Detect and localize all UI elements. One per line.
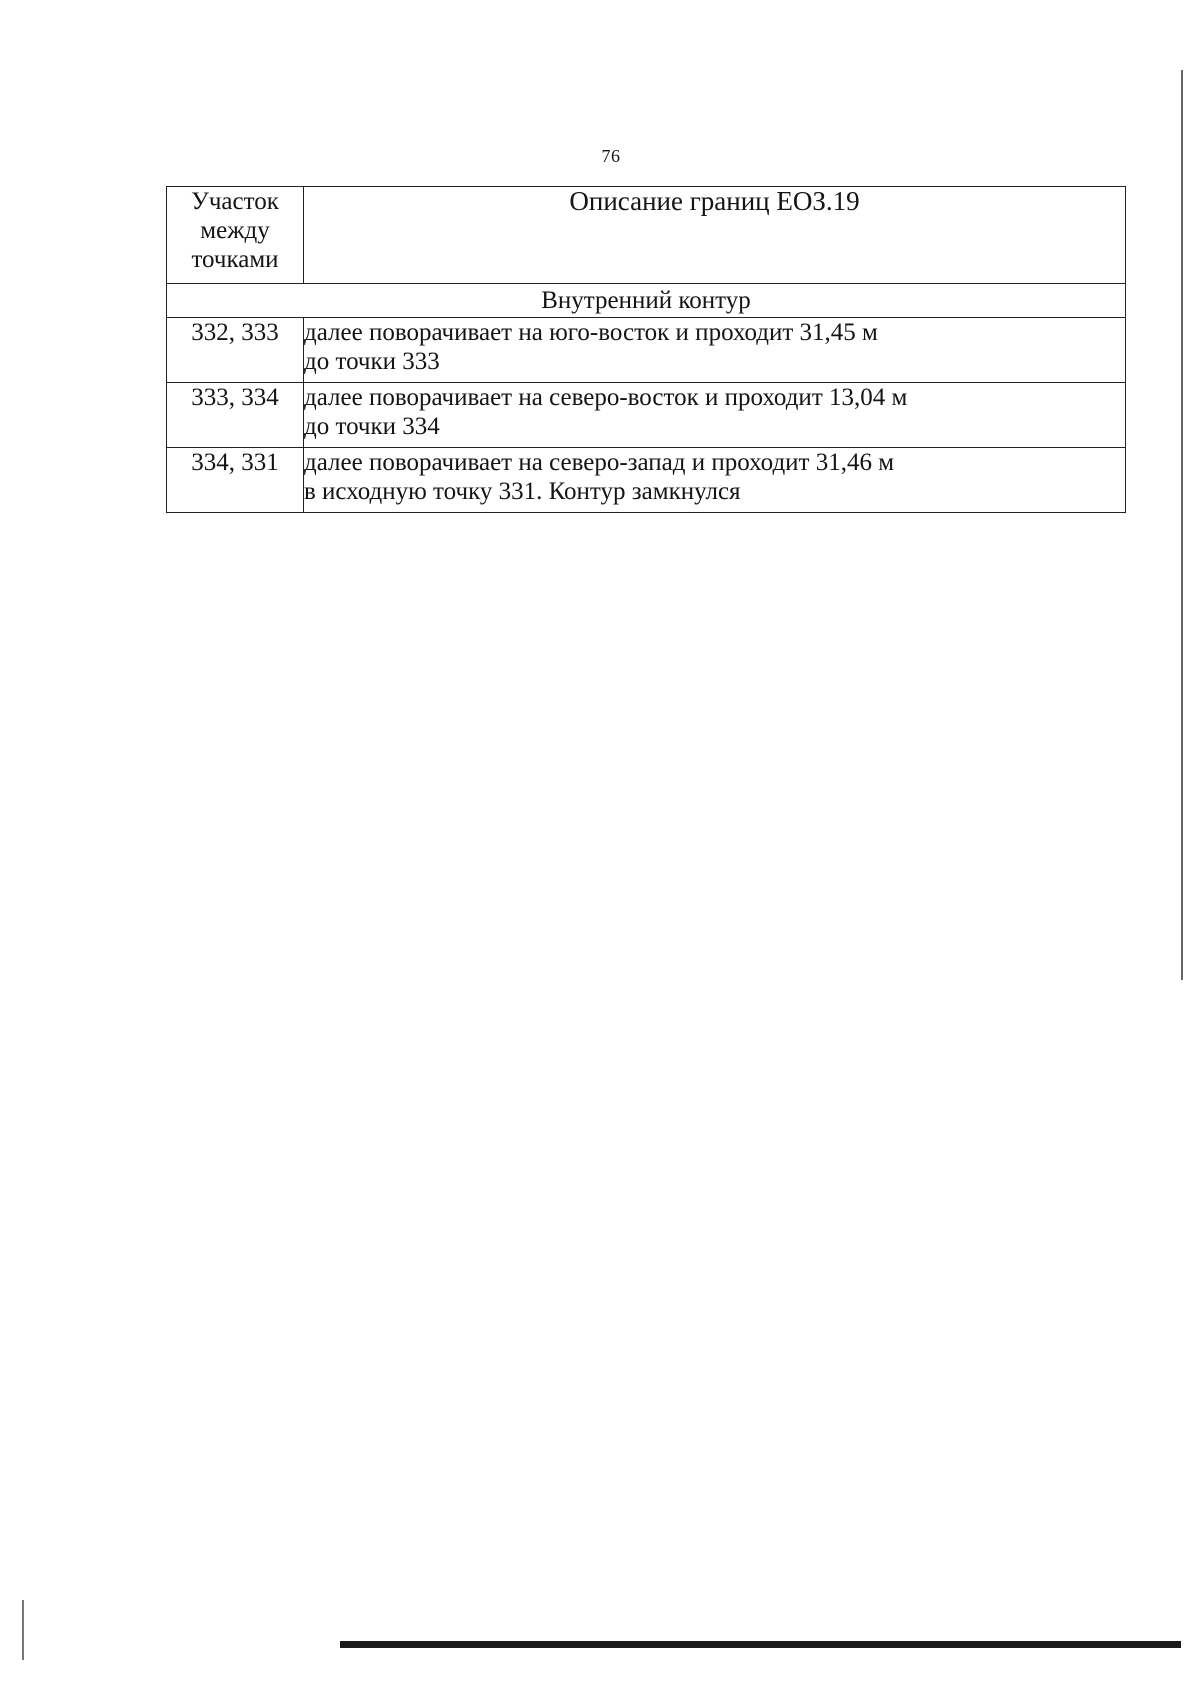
segment-header-line: Участок [191, 188, 279, 215]
table-header-row [167, 187, 1126, 284]
description-cell [304, 448, 1126, 513]
description-line: до точки 334 [304, 413, 440, 440]
boundary-description-table [166, 186, 1126, 513]
section-title: Внутренний контур [167, 284, 1126, 318]
scan-edge-line-left [22, 1600, 24, 1660]
section-row [167, 284, 1126, 318]
description-column-header: Описание границ ЕОЗ.19 [304, 187, 1126, 284]
description-line: далее поворачивает на северо-запад и проходит 31,46 м [304, 449, 895, 476]
table-row [167, 318, 1126, 383]
segment-cell: 333, 334 [167, 383, 304, 448]
description-cell [304, 383, 1126, 448]
page-number: 76 [601, 146, 621, 166]
scan-bottom-bar [340, 1641, 1181, 1648]
description-line: до точки 333 [304, 348, 440, 375]
description-line: далее поворачивает на юго-восток и проходит 31,45 м [304, 319, 878, 346]
description-cell [304, 318, 1126, 383]
segment-header-line: точками [191, 246, 279, 273]
table-row [167, 448, 1126, 513]
table-row [167, 383, 1126, 448]
segment-column-header [167, 187, 304, 284]
description-line: в исходную точку 331. Контур замкнулся [304, 478, 741, 505]
scan-edge-line-right [1181, 70, 1183, 980]
segment-cell: 332, 333 [167, 318, 304, 383]
description-line: далее поворачивает на северо-восток и проходит 13,04 м [304, 384, 908, 411]
segment-header-line: между [200, 217, 270, 244]
segment-cell: 334, 331 [167, 448, 304, 513]
